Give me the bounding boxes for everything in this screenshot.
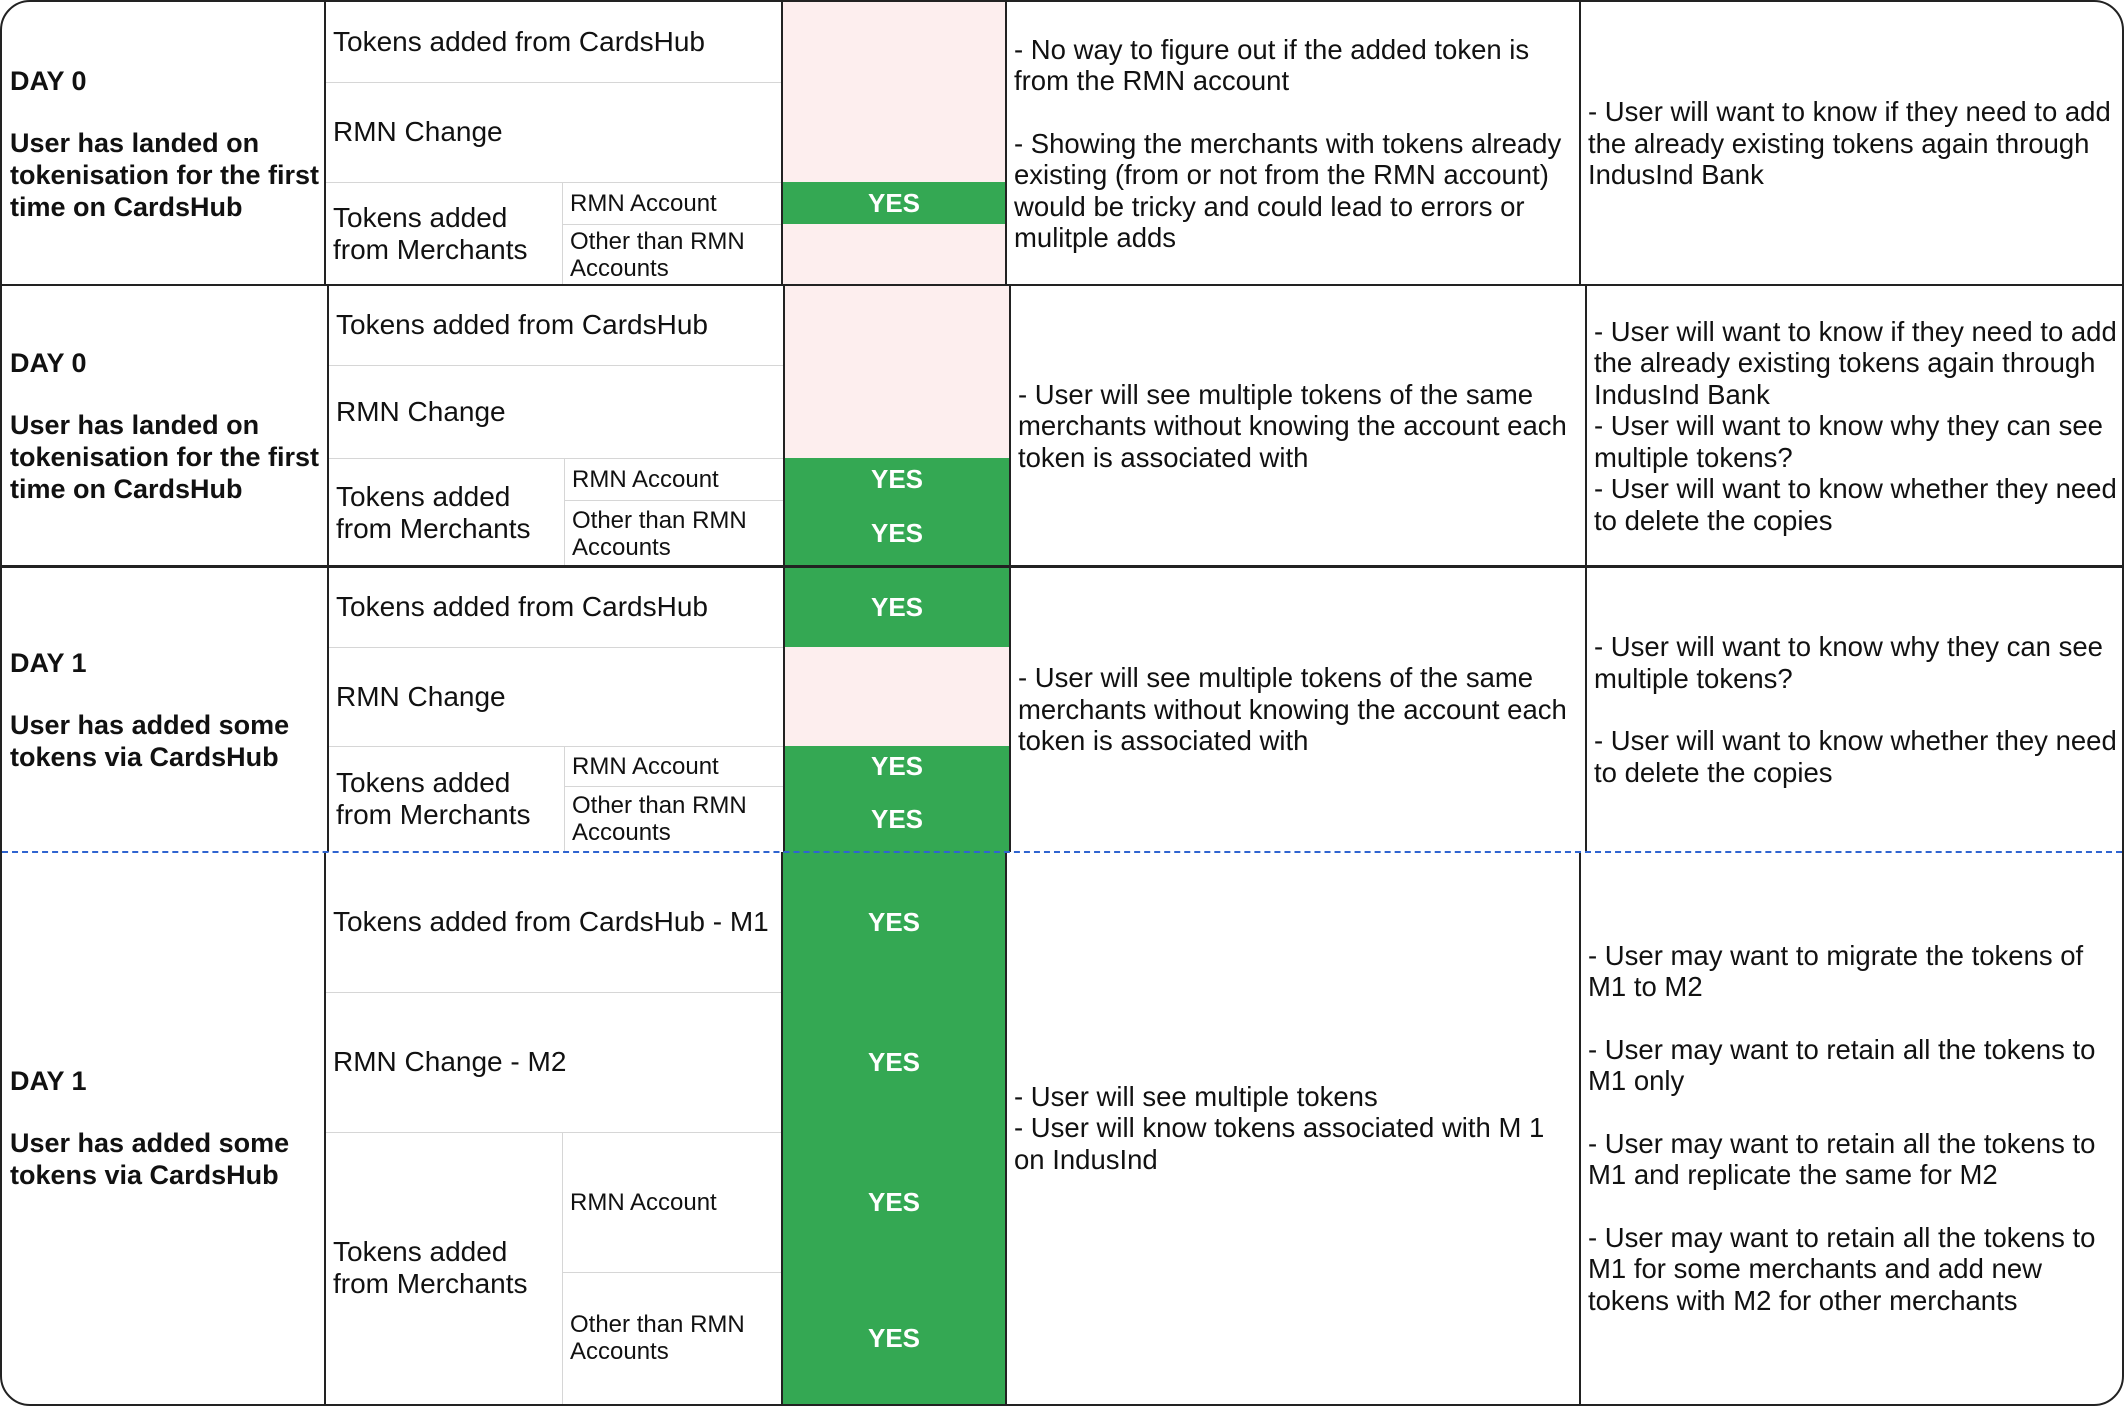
needs-list	[1588, 96, 2118, 191]
column-rule	[324, 852, 326, 1404]
label-rmn-change: RMN Change	[336, 680, 506, 712]
situation-cell	[2, 285, 328, 567]
need-item: - User will want to know if they need to add the already existing tokens again through IndusInd Bank	[1588, 96, 2111, 191]
situation-text: User has landed on tokenisation for the first time on CardsHub	[10, 410, 320, 504]
label-tokens-merchants: Tokens added from Merchants	[333, 1236, 528, 1299]
value-cardshub: YES	[784, 567, 1010, 647]
cell-rule	[562, 1132, 563, 1404]
value-other: YES	[784, 786, 1010, 852]
need-item: - User will want to know whether they need to delete the copies	[1594, 473, 2117, 536]
scenario-row	[2, 852, 2122, 1404]
need-item: - User will want to know why they can see multiple tokens?	[1594, 410, 2103, 473]
label-tokens-merchants: Tokens added from Merchants	[333, 201, 528, 265]
label-rmn-account: RMN Account	[570, 189, 717, 217]
issues-cell	[1010, 567, 1586, 852]
column-rule	[781, 852, 783, 1404]
label-tokens-cardshub: Tokens added from CardsHub	[336, 309, 708, 340]
issues-cell	[1010, 285, 1586, 567]
cell-rule	[328, 365, 784, 366]
situation-text: User has added some tokens via CardsHub	[10, 1128, 290, 1190]
value-cardshub	[782, 2, 1006, 82]
label-rmn-account: RMN Account	[572, 752, 719, 780]
column-rule	[1579, 852, 1581, 1404]
issues-list	[1018, 662, 1582, 757]
label-other-accounts: Other than RMN Accounts	[572, 506, 747, 561]
column-rule	[1579, 2, 1581, 285]
label-tokens-merchants: Tokens added from Merchants	[336, 480, 531, 544]
value-rmn-account: YES	[782, 182, 1006, 224]
needs-list	[1594, 316, 2118, 537]
cell-rule	[564, 458, 565, 567]
need-item: - User may want to retain all the tokens to M1 and replicate the same for M2	[1588, 1127, 2096, 1191]
column-rule	[1585, 567, 1587, 852]
user-needs-cell	[1580, 852, 2122, 1404]
issues-list	[1018, 379, 1582, 474]
cell-rule	[564, 786, 784, 787]
dashed-divider	[2, 851, 2122, 853]
scenario-row	[2, 2, 2122, 285]
row-rule	[2, 284, 2122, 286]
situation-text: User has landed on tokenisation for the first time on CardsHub	[10, 127, 320, 222]
cell-rule	[328, 647, 784, 648]
column-rule	[783, 567, 785, 852]
column-rule	[783, 285, 785, 567]
column-rule	[1009, 285, 1011, 567]
day-label: DAY 0	[10, 348, 87, 378]
scenario-row	[2, 285, 2122, 567]
value-other: YES	[782, 1272, 1006, 1404]
cell-rule	[562, 224, 782, 225]
label-other-accounts: Other than RMN Accounts	[572, 792, 747, 846]
need-item: - User may want to migrate the tokens of M1 to M2	[1588, 939, 2084, 1003]
label-tokens-cardshub: Tokens added from CardsHub	[336, 591, 708, 622]
user-needs-cell	[1586, 285, 2122, 567]
user-needs-cell	[1586, 567, 2122, 852]
cell-rule	[325, 182, 782, 183]
label-other-accounts: Other than RMN Accounts	[570, 227, 745, 282]
column-rule	[1585, 285, 1587, 567]
value-other	[782, 224, 1006, 285]
label-tokens-merchants: Tokens added from Merchants	[336, 767, 531, 830]
column-rule	[1005, 2, 1007, 285]
day-label: DAY 1	[10, 1066, 87, 1096]
value-rmn-account: YES	[784, 458, 1010, 500]
column-rule	[327, 567, 329, 852]
value-cardshub: YES	[782, 852, 1006, 992]
issues-cell	[1006, 852, 1580, 1404]
issue-item: - User will see multiple tokens of the same merchants without knowing the account each token is associated with	[1018, 378, 1567, 473]
situation-cell	[2, 2, 325, 285]
value-rmn: YES	[782, 992, 1006, 1132]
user-needs-cell	[1580, 2, 2122, 285]
issue-item: - User will see multiple tokens of the same merchants without knowing the account each token is associated with	[1018, 662, 1567, 757]
column-rule	[1005, 852, 1007, 1404]
cell-rule	[562, 1272, 782, 1273]
cell-rule	[564, 746, 565, 852]
cell-rule	[328, 458, 784, 459]
label-rmn-account: RMN Account	[572, 465, 719, 493]
day-label: DAY 1	[10, 647, 87, 678]
value-rmn	[782, 82, 1006, 182]
situation-text: User has added some tokens via CardsHub	[10, 709, 290, 772]
label-rmn-account: RMN Account	[570, 1188, 717, 1216]
label-rmn-change: RMN Change	[333, 116, 503, 147]
value-rmn	[784, 647, 1010, 746]
value-other: YES	[784, 500, 1010, 567]
situation-cell	[2, 852, 325, 1404]
issues-list	[1014, 34, 1576, 254]
issue-item: - No way to figure out if the added token is from the RMN account	[1014, 33, 1530, 96]
label-rmn-change: RMN Change	[336, 395, 506, 427]
value-rmn-account: YES	[782, 1132, 1006, 1272]
column-rule	[781, 2, 783, 285]
needs-list	[1588, 940, 2118, 1317]
label-tokens-cardshub: Tokens added from CardsHub - M1	[333, 906, 769, 937]
need-item: - User will want to know if they need to add the already existing tokens again through IndusInd Bank	[1594, 315, 2117, 410]
cell-rule	[325, 1132, 782, 1133]
cell-rule	[325, 82, 782, 83]
issue-item: - User will know tokens associated with M 1 on IndusInd	[1014, 1112, 1545, 1175]
value-rmn-account: YES	[784, 746, 1010, 786]
situation-cell	[2, 567, 328, 852]
need-item: - User will want to know why they can see multiple tokens?	[1594, 631, 2103, 694]
day-label: DAY 0	[10, 65, 87, 96]
need-item: - User may want to retain all the tokens to M1 for some merchants and add new tokens with M2 for other merchants	[1588, 1221, 2096, 1316]
label-rmn-change: RMN Change - M2	[333, 1046, 567, 1077]
cell-rule	[564, 500, 784, 501]
needs-list	[1594, 631, 2118, 788]
issue-item: - Showing the merchants with tokens already existing (from or not from the RMN account) would be tricky and could lead to errors or mulitple adds	[1014, 127, 1562, 253]
cell-rule	[328, 746, 784, 747]
need-item: - User may want to retain all the tokens to M1 only	[1588, 1033, 2096, 1097]
cell-rule	[325, 992, 782, 993]
label-other-accounts: Other than RMN Accounts	[570, 1311, 745, 1365]
need-item: - User will want to know whether they need to delete the copies	[1594, 725, 2117, 788]
cell-rule	[562, 182, 563, 285]
label-tokens-cardshub: Tokens added from CardsHub	[333, 26, 705, 57]
issue-item: - User will see multiple tokens	[1014, 1080, 1378, 1112]
issues-list	[1014, 1081, 1576, 1176]
column-rule	[327, 285, 329, 567]
issues-cell	[1006, 2, 1580, 285]
column-rule	[1009, 567, 1011, 852]
value-cardshub	[784, 285, 1010, 365]
row-rule	[2, 565, 2122, 568]
scenario-row	[2, 567, 2122, 852]
value-rmn	[784, 365, 1010, 458]
column-rule	[324, 2, 326, 285]
